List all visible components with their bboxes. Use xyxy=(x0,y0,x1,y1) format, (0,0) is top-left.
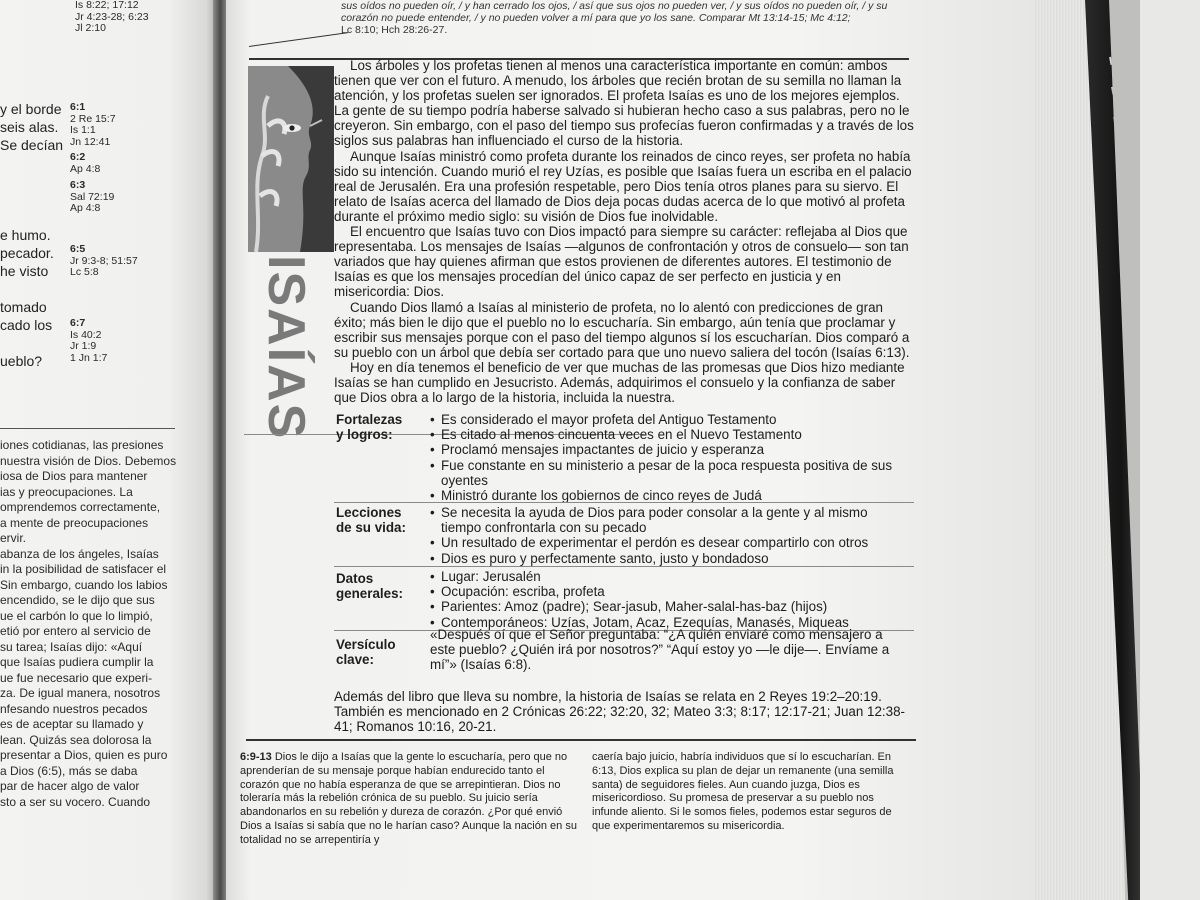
facts-list xyxy=(430,569,910,630)
study-line: nuestra visión de Dios. Debemos xyxy=(0,453,177,468)
other-references: Además del libro que lleva su nombre, la historia de Isaías se relata en 2 Reyes 19:2–20:19. También es mencionado en 2 Crónicas 26:22; 32:20, 32; Mateo 3:3; 8:17; 12:17-21; Juan 12:38-41; Romanos 10:16, 20-21. xyxy=(334,689,905,735)
intro-paragraph: Los árboles y los profetas tienen al menos una característica importante en común: ambos tienen que ver con el futuro. A menudo, los árboles que recién brotan de su semilla no llaman la atención, y los profetas suelen ser ignorados. El profeta Isaías es uno de los mejores ejemplos. La gente de su tiempo podría haberse salvado si hubieran hecho caso a sus palabras, pero no le creyeron. Sin embargo, con el paso del tiempo sus profecías fueron confirmadas y a través de los siglos sus palabras han influenciado el curso de la historia. xyxy=(334,58,914,149)
cross-ref-6-7 xyxy=(70,318,107,364)
list-item: • Parientes: Amoz (padre); Sear-jasub, Maher-salal-has-baz (hijos) xyxy=(430,599,910,614)
left-text-fragment: tomado xyxy=(0,299,47,315)
cross-ref: Lc 5:8 xyxy=(70,266,99,278)
verse-number: 6:7 xyxy=(70,317,86,329)
study-line: corazón no puede entender, / y no pueden volver a mí para que yo los sane. Comparar Mt 13:14-15; Mc 4:12; xyxy=(341,12,851,24)
stitch-mark xyxy=(1114,117,1117,125)
study-note-text: Dios le dijo a Isaías que la gente lo escucharía, pero que no aprenderían de su mensaje porque habían endurecido tanto el corazón que no había esperanza de que se arrepintieran. Dios no toleraría más la rebelión crónica de su pueblo. Su juicio sería abandonarlos en su rebelión y dureza de corazón. ¿Por qué envió Dios a Isaías si sabía que no le harían caso? Aunque la nación en su totalidad no se arrepentiría y xyxy=(240,751,577,846)
facts-label xyxy=(336,571,403,601)
study-line: iones cotidianas, las presiones xyxy=(0,438,164,452)
study-line: sto a ser su vocero. Cuando xyxy=(0,794,151,809)
list-item: • Contemporáneos: Uzías, Jotam, Acaz, Ezequías, Manasés, Miqueas xyxy=(430,615,910,630)
stitch-mark xyxy=(1120,207,1123,215)
stitch-mark xyxy=(1130,357,1133,365)
stitch-mark xyxy=(1126,297,1129,305)
cross-ref: Jr 4:23-28; 6:23 xyxy=(75,10,149,23)
study-line: a Dios (6:5), más se daba xyxy=(0,763,138,778)
right-page xyxy=(226,0,1038,900)
list-item: • Es considerado el mayor profeta del Antiguo Testamento xyxy=(430,412,910,427)
study-line: lean. Quizás sea dolorosa la xyxy=(0,732,152,747)
cross-ref: 1 Jn 1:7 xyxy=(70,351,108,364)
study-line: ue el carbón lo que lo limpió, xyxy=(0,608,153,623)
list-item: • Fue constante en su ministerio a pesar de la poca respuesta positiva de sus oyentes xyxy=(430,458,910,488)
book-title: ISAÍAS xyxy=(257,255,315,441)
prophet-profile-illustration xyxy=(248,66,334,252)
stitch-mark xyxy=(1136,447,1139,455)
list-item: • Ocupación: escriba, profeta xyxy=(430,584,910,599)
cross-ref: Ap 4:8 xyxy=(70,162,101,175)
intro-paragraph: Cuando Dios llamó a Isaías al ministerio de profeta, no lo alentó con predicciones de gran éxito; más bien le dijo que el pueblo no lo escucharía. Sin embargo, aún tenía que proclamar y escribir sus mensajes porque con el paso del tiempo algunos sí los escucharían. Dios comparó a su pueblo con un árbol que debía ser cortado para que uno nuevo saliera del tocón (Isaías 6:13). xyxy=(334,299,910,360)
stitch-mark xyxy=(1122,237,1125,245)
study-line: omprendemos correctamente, xyxy=(0,500,161,514)
book-introduction xyxy=(334,58,916,405)
left-page xyxy=(0,0,215,900)
header-rule-accent xyxy=(249,32,348,47)
left-top-refs xyxy=(75,0,149,35)
study-line: Lc 8:10; Hch 28:26-27. xyxy=(341,24,448,36)
lessons-label xyxy=(336,505,406,535)
cross-ref: Ap 4:8 xyxy=(70,202,101,214)
cross-ref: Jn 12:41 xyxy=(70,135,111,148)
study-line: par de hacer algo de valor xyxy=(0,779,140,793)
study-note-reference: 6:9-13 xyxy=(240,751,272,763)
study-line: ias y preocupaciones. La xyxy=(0,484,133,499)
continued-study-note xyxy=(341,0,941,36)
cross-ref-6-3 xyxy=(70,180,114,215)
intro-paragraph: Hoy en día tenemos el beneficio de ver que muchas de las promesas que Dios hizo mediante Isaías se han cumplido en Jesucristo. Además, adquirimos el consuelo y la confianza de saber que Dios obra a lo largo de la historia, incluida la nuestra. xyxy=(334,359,905,406)
stitch-mark xyxy=(1128,327,1131,335)
study-note-column-2: caería bajo juicio, habría individuos que sí lo escucharían. En 6:13, Dios explica su plan de dejar un remanente (una semilla santa) de seguidores fieles. Aun cuando juzga, Dios es misericordioso. Su promesa de preservar a su pueblo nos infunde aliento. Si le somos fieles, podemos estar seguros de que experimentaremos su misericordia. xyxy=(592,751,894,832)
stitch-mark xyxy=(1118,177,1121,185)
study-line: ervir. xyxy=(0,531,27,545)
cross-ref: Jr 1:9 xyxy=(70,340,97,352)
study-note-column-1 xyxy=(240,751,580,848)
cross-ref: Is 40:2 xyxy=(70,328,102,341)
table-surface xyxy=(1140,0,1200,900)
left-divider xyxy=(0,428,175,429)
key-verse-label xyxy=(336,637,396,667)
label-line: Fortalezas xyxy=(336,412,403,427)
label-line: clave: xyxy=(336,652,374,667)
study-line: a mente de preocupaciones xyxy=(0,515,149,530)
study-line: etió por entero al servicio de xyxy=(0,624,151,638)
list-item: • Un resultado de experimentar el perdón es desear compartirlo con otros xyxy=(430,535,910,550)
cross-ref-6-2 xyxy=(70,152,100,175)
verse-number: 6:2 xyxy=(70,151,86,163)
left-text-fragment: cado los xyxy=(0,317,53,333)
stitch-mark xyxy=(1112,87,1115,95)
section-rule xyxy=(334,502,914,503)
left-text-fragment: ueblo? xyxy=(0,353,43,369)
cross-ref: Is 1:1 xyxy=(70,124,96,136)
study-line: abanza de los ángeles, Isaías xyxy=(0,546,159,561)
stitch-mark xyxy=(1134,417,1137,425)
study-line: Sin embargo, cuando los labios xyxy=(0,577,168,592)
left-text-fragment: e humo. xyxy=(0,227,51,243)
intro-paragraph: El encuentro que Isaías tuvo con Dios impactó para siempre su carácter: reflejaba al Dios que representaba. Los mensajes de Isaías —algunos de confrontación y otros de consuelo— son tan variados que hay quienes afirman que estos provienen de diferentes autores. El testimonio de Isaías es que los mensajes procedían del único capaz de ser perfecto en justicia y en misericordia: Dios. xyxy=(334,224,909,300)
strengths-list xyxy=(430,412,910,503)
section-rule xyxy=(334,566,914,567)
cross-ref: Sal 72:19 xyxy=(70,190,115,203)
cross-ref: 2 Re 15:7 xyxy=(70,112,116,125)
stitch-mark xyxy=(1110,57,1113,65)
study-line: iosa de Dios para mantener xyxy=(0,469,148,483)
key-verse-text: «Después oí que el Señor preguntaba: “¿A quién enviaré como mensajero a este pueblo? ¿Quién irá por nosotros?” “Aquí estoy yo —le dije—. Envíame a mí”» (Isaías 6:8). xyxy=(430,627,890,673)
cross-ref: Jl 2:10 xyxy=(75,22,106,34)
cross-ref: Jr 9:3-8; 51:57 xyxy=(70,254,138,267)
label-line: Datos xyxy=(336,571,374,586)
left-text-fragment: Se decían xyxy=(0,137,64,153)
list-item: • Dios es puro y perfectamente santo, justo y bondadoso xyxy=(430,551,910,566)
intro-paragraph: Aunque Isaías ministró como profeta durante los reinados de cinco reyes, ser profeta no había sido su intención. Cuando murió el rey Uzías, es posible que Isaías fuera un escriba en el palacio real de Jerusalén. Era una profesión respetable, pero Dios tenía otros planes para su siervo. El relato de Isaías acerca del llamado de Dios deja pocas dudas acerca de lo que motivó al profeta durante el próximo medio siglo: su visión de Dios fue inolvidable. xyxy=(334,148,912,224)
label-line: de su vida: xyxy=(336,520,406,535)
label-line: y logros: xyxy=(336,427,393,442)
study-line: presentar a Dios, quien es puro xyxy=(0,748,168,762)
stitch-mark xyxy=(1132,387,1135,395)
stitch-mark xyxy=(1116,147,1119,155)
verse-number: 6:5 xyxy=(70,243,86,255)
left-text-fragment: pecador. xyxy=(0,245,54,261)
list-item: • Lugar: Jerusalén xyxy=(430,569,910,584)
stitch-mark xyxy=(1124,267,1127,275)
list-item: • Es citado al menos cincuenta veces en el Nuevo Testamento xyxy=(430,427,910,442)
study-line: za. De igual manera, nosotros xyxy=(0,686,161,700)
study-line: sus oídos no pueden oír, / y han cerrado los ojos, / así que sus ojos no pueden ver, / y sus oídos no pueden oír, / y su xyxy=(341,0,888,12)
left-text-fragment: he visto xyxy=(0,263,49,279)
left-text-fragment: seis alas. xyxy=(0,119,59,135)
cross-ref-6-5 xyxy=(70,244,138,279)
label-line: Versículo xyxy=(336,637,396,652)
cross-ref: Is 8:22; 17:12 xyxy=(75,0,139,11)
study-line: su tarea; Isaías dijo: «Aquí xyxy=(0,639,143,654)
study-note-rule xyxy=(246,739,916,741)
list-item: • Ministró durante los gobiernos de cinco reyes de Judá xyxy=(430,488,910,503)
study-line: que Isaías pudiera cumplir la xyxy=(0,655,154,669)
list-item: • Proclamó mensajes impactantes de juicio y esperanza xyxy=(430,442,910,457)
verse-number: 6:1 xyxy=(70,101,86,113)
label-line: generales: xyxy=(336,586,403,601)
left-text-fragment: y el borde xyxy=(0,101,62,117)
left-study-note xyxy=(0,438,176,810)
lessons-list xyxy=(430,505,910,566)
study-line: encendido, se le dijo que sus xyxy=(0,593,155,607)
label-line: Lecciones xyxy=(336,505,402,520)
verse-number: 6:3 xyxy=(70,179,86,191)
list-item: • Se necesita la ayuda de Dios para poder consolar a la gente y al mismo tiempo confrontarla con su pecado xyxy=(430,505,910,535)
study-line: nfesando nuestros pecados xyxy=(0,701,148,716)
study-line: ue fue necesario que experi- xyxy=(0,670,153,685)
cross-ref-6-1 xyxy=(70,102,116,148)
study-line: es de aceptar su llamado y xyxy=(0,717,144,731)
study-line: in la posibilidad de satisfacer el xyxy=(0,562,167,576)
prophet-face-icon xyxy=(248,66,334,252)
strengths-label xyxy=(336,412,402,442)
